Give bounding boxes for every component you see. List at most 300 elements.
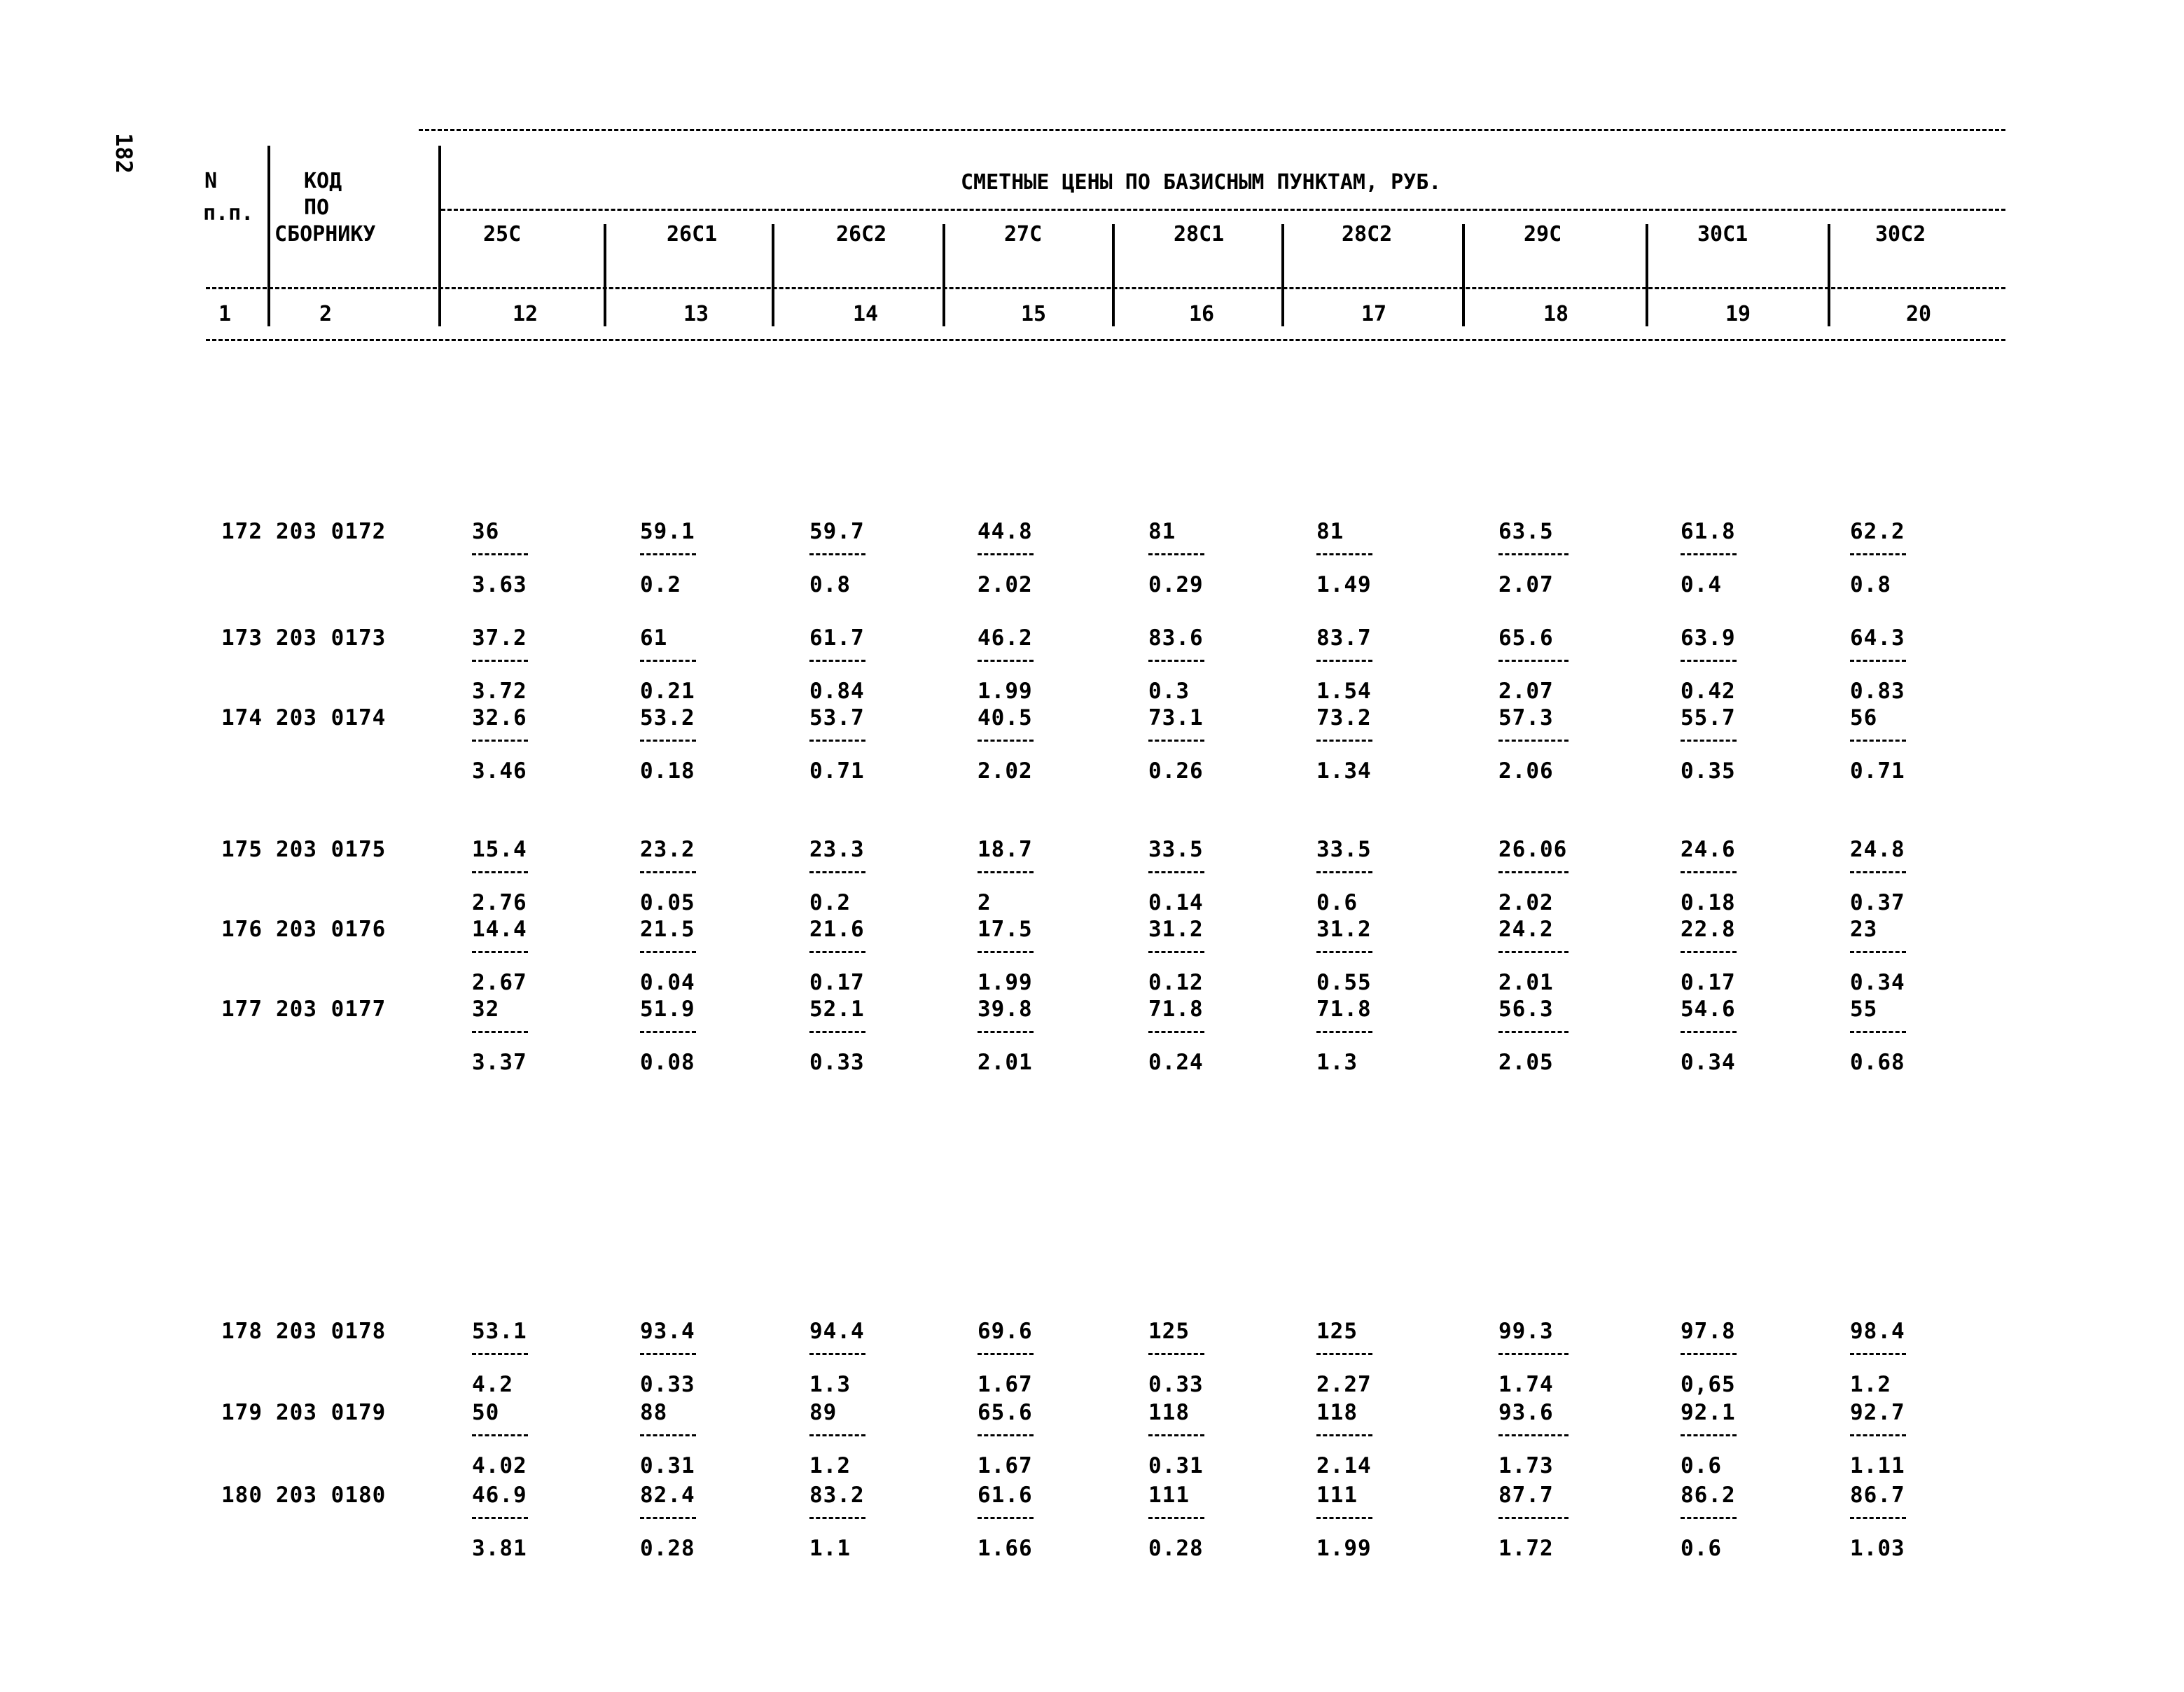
price-value-top: 111 <box>1148 1483 1190 1508</box>
header-code-label-1: КОД <box>304 169 342 193</box>
price-value-bottom: 0.55 <box>1316 970 1372 995</box>
price-value-bottom: 1.2 <box>1850 1372 1891 1397</box>
price-value-bottom: 1.99 <box>978 970 1033 995</box>
fraction-bar <box>640 1353 696 1355</box>
fraction-bar <box>1850 1517 1906 1519</box>
price-value-top: 31.2 <box>1316 917 1372 942</box>
price-value-top: 56 <box>1850 705 1878 730</box>
fraction-bar <box>978 660 1034 662</box>
fraction-bar <box>640 1517 696 1519</box>
price-value-bottom: 0.4 <box>1681 572 1722 597</box>
price-value-top: 88 <box>640 1400 668 1425</box>
price-value-bottom: 2.27 <box>1316 1372 1372 1397</box>
row-number: 175 <box>221 837 263 862</box>
fraction-bar <box>472 1031 528 1033</box>
sep-n-code <box>267 146 270 326</box>
row-code: 203 0173 <box>276 625 387 651</box>
price-value-top: 52.1 <box>809 997 865 1022</box>
price-value-top: 51.9 <box>640 997 695 1022</box>
fraction-bar <box>1498 553 1569 555</box>
price-value-bottom: 4.2 <box>472 1372 513 1397</box>
price-value-bottom: 1.03 <box>1850 1536 1905 1561</box>
price-value-bottom: 2.07 <box>1498 679 1554 704</box>
price-value-top: 24.6 <box>1681 837 1736 862</box>
price-value-top: 61.6 <box>978 1483 1033 1508</box>
sep-subcol-3 <box>943 224 945 326</box>
fraction-bar <box>1681 1353 1737 1355</box>
price-value-top: 59.7 <box>809 519 865 544</box>
price-value-top: 118 <box>1148 1400 1190 1425</box>
fraction-bar <box>472 660 528 662</box>
price-value-bottom: 0.68 <box>1850 1050 1905 1075</box>
fraction-bar <box>1681 660 1737 662</box>
price-value-bottom: 2.07 <box>1498 572 1554 597</box>
fraction-bar <box>1148 660 1204 662</box>
price-value-top: 17.5 <box>978 917 1033 942</box>
sep-subcol-8 <box>1828 224 1830 326</box>
price-value-top: 57.3 <box>1498 705 1554 730</box>
fraction-bar <box>640 951 696 953</box>
price-value-top: 63.9 <box>1681 625 1736 651</box>
page-number: 182 <box>111 133 137 174</box>
header-colnum-5: 14 <box>853 302 879 326</box>
price-value-bottom: 1.73 <box>1498 1453 1554 1478</box>
price-value-top: 14.4 <box>472 917 527 942</box>
header-top-rule <box>419 129 2005 131</box>
fraction-bar <box>1316 740 1372 742</box>
price-value-bottom: 1.2 <box>809 1453 851 1478</box>
fraction-bar <box>1681 740 1737 742</box>
fraction-bar <box>809 871 865 873</box>
fraction-bar <box>1148 740 1204 742</box>
row-number: 176 <box>221 917 263 942</box>
price-value-top: 32 <box>472 997 500 1022</box>
row-number: 178 <box>221 1319 263 1344</box>
row-number: 180 <box>221 1483 263 1508</box>
price-value-top: 87.7 <box>1498 1483 1554 1508</box>
price-value-top: 94.4 <box>809 1319 865 1344</box>
price-value-top: 23.3 <box>809 837 865 862</box>
price-value-top: 97.8 <box>1681 1319 1736 1344</box>
price-value-bottom: 0.29 <box>1148 572 1204 597</box>
price-value-bottom: 1.72 <box>1498 1536 1554 1561</box>
price-value-bottom: 0.18 <box>640 758 695 784</box>
price-value-top: 40.5 <box>978 705 1033 730</box>
fraction-bar <box>640 553 696 555</box>
price-value-bottom: 2.05 <box>1498 1050 1554 1075</box>
price-value-top: 56.3 <box>1498 997 1554 1022</box>
fraction-bar <box>640 740 696 742</box>
price-value-bottom: 1.99 <box>978 679 1033 704</box>
price-value-bottom: 1.3 <box>1316 1050 1358 1075</box>
sep-subcol-4 <box>1112 224 1115 326</box>
sep-subcol-7 <box>1646 224 1648 326</box>
price-value-bottom: 0.18 <box>1681 890 1736 915</box>
fraction-bar <box>809 1353 865 1355</box>
row-code: 203 0176 <box>276 917 387 942</box>
row-number: 174 <box>221 705 263 730</box>
fraction-bar <box>978 1031 1034 1033</box>
price-value-bottom: 0.3 <box>1148 679 1190 704</box>
header-colnum-2: 2 <box>319 302 333 326</box>
price-value-top: 53.7 <box>809 705 865 730</box>
price-value-top: 37.2 <box>472 625 527 651</box>
fraction-bar <box>472 1353 528 1355</box>
price-value-bottom: 0.37 <box>1850 890 1905 915</box>
price-value-bottom: 0.6 <box>1681 1536 1722 1561</box>
fraction-bar <box>1681 1517 1737 1519</box>
header-subcol-7: 29С <box>1524 222 1562 247</box>
price-value-bottom: 1.74 <box>1498 1372 1554 1397</box>
fraction-bar <box>809 951 865 953</box>
fraction-bar <box>472 740 528 742</box>
price-value-bottom: 4.02 <box>472 1453 527 1478</box>
price-value-bottom: 1.99 <box>1316 1536 1372 1561</box>
price-value-bottom: 0.2 <box>809 890 851 915</box>
sep-subcol-2 <box>772 224 774 326</box>
price-value-top: 89 <box>809 1400 837 1425</box>
price-value-top: 111 <box>1316 1483 1358 1508</box>
fraction-bar <box>1316 660 1372 662</box>
price-value-bottom: 2.01 <box>978 1050 1033 1075</box>
header-code-label-3: СБОРНИКУ <box>274 222 376 247</box>
fraction-bar <box>1850 951 1906 953</box>
row-number: 172 <box>221 519 263 544</box>
header-group-title: СМЕТНЫЕ ЦЕНЫ ПО БАЗИСНЫМ ПУНКТАМ, РУБ. <box>961 170 1442 195</box>
fraction-bar <box>1850 660 1906 662</box>
sep-subcol-6 <box>1462 224 1465 326</box>
fraction-bar <box>809 1517 865 1519</box>
price-value-bottom: 0.6 <box>1316 890 1358 915</box>
price-value-top: 46.9 <box>472 1483 527 1508</box>
header-subcol-rule <box>206 287 2005 289</box>
fraction-bar <box>978 553 1034 555</box>
price-value-bottom: 0.14 <box>1148 890 1204 915</box>
price-value-top: 98.4 <box>1850 1319 1905 1344</box>
price-value-bottom: 3.72 <box>472 679 527 704</box>
fraction-bar <box>1148 1434 1204 1436</box>
price-value-top: 63.5 <box>1498 519 1554 544</box>
fraction-bar <box>978 1434 1034 1436</box>
price-value-bottom: 3.37 <box>472 1050 527 1075</box>
fraction-bar <box>640 1031 696 1033</box>
price-value-top: 93.4 <box>640 1319 695 1344</box>
fraction-bar <box>472 553 528 555</box>
fraction-bar <box>1498 740 1569 742</box>
fraction-bar <box>809 1434 865 1436</box>
price-value-top: 54.6 <box>1681 997 1736 1022</box>
fraction-bar <box>1498 951 1569 953</box>
fraction-bar <box>1498 1353 1569 1355</box>
fraction-bar <box>1316 1031 1372 1033</box>
header-subcol-2: 26С1 <box>667 222 718 247</box>
price-value-top: 53.2 <box>640 705 695 730</box>
fraction-bar <box>1148 1353 1204 1355</box>
fraction-bar <box>978 1353 1034 1355</box>
price-value-top: 21.6 <box>809 917 865 942</box>
price-value-bottom: 2.67 <box>472 970 527 995</box>
row-number: 179 <box>221 1400 263 1425</box>
fraction-bar <box>1498 871 1569 873</box>
row-code: 203 0174 <box>276 705 387 730</box>
price-value-bottom: 0.33 <box>809 1050 865 1075</box>
fraction-bar <box>1850 1031 1906 1033</box>
price-value-top: 118 <box>1316 1400 1358 1425</box>
fraction-bar <box>978 871 1034 873</box>
price-value-top: 69.6 <box>978 1319 1033 1344</box>
fraction-bar <box>1681 871 1737 873</box>
price-value-top: 125 <box>1316 1319 1358 1344</box>
row-code: 203 0178 <box>276 1319 387 1344</box>
header-colnum-4: 13 <box>683 302 709 326</box>
price-value-top: 44.8 <box>978 519 1033 544</box>
fraction-bar <box>1681 1434 1737 1436</box>
price-value-bottom: 0,65 <box>1681 1372 1736 1397</box>
fraction-bar <box>1498 1434 1569 1436</box>
price-value-bottom: 3.81 <box>472 1536 527 1561</box>
row-code: 203 0172 <box>276 519 387 544</box>
price-value-top: 65.6 <box>1498 625 1554 651</box>
price-value-bottom: 0.08 <box>640 1050 695 1075</box>
price-value-bottom: 3.46 <box>472 758 527 784</box>
price-value-top: 81 <box>1316 519 1344 544</box>
price-value-bottom: 0.35 <box>1681 758 1736 784</box>
price-value-top: 53.1 <box>472 1319 527 1344</box>
price-value-top: 23.2 <box>640 837 695 862</box>
header-pp-label: п.п. <box>203 201 254 226</box>
price-value-top: 55 <box>1850 997 1878 1022</box>
fraction-bar <box>1498 1517 1569 1519</box>
price-value-top: 92.1 <box>1681 1400 1736 1425</box>
price-value-top: 73.2 <box>1316 705 1372 730</box>
price-value-top: 61 <box>640 625 668 651</box>
header-code-label-2: ПО <box>304 195 330 220</box>
sep-subcol-1 <box>604 224 606 326</box>
fraction-bar <box>1148 871 1204 873</box>
price-value-bottom: 0.21 <box>640 679 695 704</box>
price-value-top: 26.06 <box>1498 837 1568 862</box>
fraction-bar <box>978 740 1034 742</box>
price-value-top: 83.2 <box>809 1483 865 1508</box>
price-value-bottom: 1.1 <box>809 1536 851 1561</box>
header-colnum-3: 12 <box>513 302 538 326</box>
price-value-bottom: 0.31 <box>640 1453 695 1478</box>
fraction-bar <box>472 1434 528 1436</box>
price-value-top: 83.6 <box>1148 625 1204 651</box>
price-value-bottom: 0.8 <box>809 572 851 597</box>
header-subcol-1: 25С <box>483 222 522 247</box>
price-value-top: 86.7 <box>1850 1483 1905 1508</box>
price-value-top: 55.7 <box>1681 705 1736 730</box>
fraction-bar <box>1681 951 1737 953</box>
price-value-bottom: 0.33 <box>1148 1372 1204 1397</box>
row-code: 203 0175 <box>276 837 387 862</box>
price-value-top: 99.3 <box>1498 1319 1554 1344</box>
price-value-bottom: 0.17 <box>1681 970 1736 995</box>
fraction-bar <box>472 951 528 953</box>
fraction-bar <box>1148 1031 1204 1033</box>
price-value-bottom: 0.34 <box>1850 970 1905 995</box>
price-value-top: 62.2 <box>1850 519 1905 544</box>
fraction-bar <box>978 1517 1034 1519</box>
price-value-bottom: 2.02 <box>1498 890 1554 915</box>
fraction-bar <box>1316 871 1372 873</box>
fraction-bar <box>472 1517 528 1519</box>
price-value-bottom: 0.05 <box>640 890 695 915</box>
header-subcol-5: 28С1 <box>1174 222 1225 247</box>
price-value-bottom: 2.14 <box>1316 1453 1372 1478</box>
fraction-bar <box>1850 553 1906 555</box>
price-value-top: 23 <box>1850 917 1878 942</box>
fraction-bar <box>640 660 696 662</box>
fraction-bar <box>1148 951 1204 953</box>
price-value-bottom: 1.67 <box>978 1372 1033 1397</box>
price-value-top: 65.6 <box>978 1400 1033 1425</box>
price-value-bottom: 2.02 <box>978 572 1033 597</box>
price-value-top: 46.2 <box>978 625 1033 651</box>
price-value-bottom: 2.06 <box>1498 758 1554 784</box>
price-value-top: 36 <box>472 519 500 544</box>
row-code: 203 0180 <box>276 1483 387 1508</box>
price-value-top: 71.8 <box>1148 997 1204 1022</box>
fraction-bar <box>1498 1031 1569 1033</box>
header-subcol-4: 27С <box>1004 222 1043 247</box>
fraction-bar <box>1316 1353 1372 1355</box>
sep-code-values <box>438 146 441 326</box>
header-colnum-10: 19 <box>1725 302 1751 326</box>
price-value-top: 24.8 <box>1850 837 1905 862</box>
header-colnum-8: 17 <box>1361 302 1387 326</box>
fraction-bar <box>809 1031 865 1033</box>
header-group-rule <box>441 209 2005 211</box>
header-n-label: N <box>204 169 218 193</box>
price-value-bottom: 1.11 <box>1850 1453 1905 1478</box>
header-subcol-9: 30С2 <box>1875 222 1926 247</box>
price-value-top: 59.1 <box>640 519 695 544</box>
price-value-bottom: 0.71 <box>1850 758 1905 784</box>
price-value-bottom: 0.42 <box>1681 679 1736 704</box>
row-code: 203 0177 <box>276 997 387 1022</box>
fraction-bar <box>978 951 1034 953</box>
price-value-top: 18.7 <box>978 837 1033 862</box>
price-value-bottom: 0.84 <box>809 679 865 704</box>
fraction-bar <box>1316 1517 1372 1519</box>
fraction-bar <box>1681 553 1737 555</box>
header-subcol-8: 30С1 <box>1697 222 1748 247</box>
fraction-bar <box>1850 1353 1906 1355</box>
price-value-bottom: 0.26 <box>1148 758 1204 784</box>
fraction-bar <box>1681 1031 1737 1033</box>
price-value-bottom: 1.67 <box>978 1453 1033 1478</box>
price-value-bottom: 3.63 <box>472 572 527 597</box>
price-value-bottom: 0.83 <box>1850 679 1905 704</box>
price-value-bottom: 1.3 <box>809 1372 851 1397</box>
price-value-top: 21.5 <box>640 917 695 942</box>
price-value-top: 33.5 <box>1148 837 1204 862</box>
price-value-top: 92.7 <box>1850 1400 1905 1425</box>
price-value-top: 73.1 <box>1148 705 1204 730</box>
price-value-bottom: 0.6 <box>1681 1453 1722 1478</box>
price-value-top: 31.2 <box>1148 917 1204 942</box>
price-value-top: 86.2 <box>1681 1483 1736 1508</box>
price-value-top: 15.4 <box>472 837 527 862</box>
price-value-bottom: 1.54 <box>1316 679 1372 704</box>
header-colnum-11: 20 <box>1906 302 1932 326</box>
price-value-bottom: 0.12 <box>1148 970 1204 995</box>
price-value-bottom: 0.24 <box>1148 1050 1204 1075</box>
header-colnum-9: 18 <box>1543 302 1569 326</box>
price-value-bottom: 2.01 <box>1498 970 1554 995</box>
price-value-bottom: 2 <box>978 890 992 915</box>
price-value-bottom: 0.31 <box>1148 1453 1204 1478</box>
header-subcol-3: 26С2 <box>836 222 887 247</box>
fraction-bar <box>640 871 696 873</box>
price-value-top: 61.7 <box>809 625 865 651</box>
price-value-bottom: 0.28 <box>640 1536 695 1561</box>
price-value-bottom: 0.71 <box>809 758 865 784</box>
fraction-bar <box>809 553 865 555</box>
price-value-bottom: 2.76 <box>472 890 527 915</box>
price-value-top: 82.4 <box>640 1483 695 1508</box>
fraction-bar <box>1850 871 1906 873</box>
row-code: 203 0179 <box>276 1400 387 1425</box>
fraction-bar <box>1316 951 1372 953</box>
header-colnum-6: 15 <box>1021 302 1047 326</box>
sep-subcol-5 <box>1281 224 1284 326</box>
header-bottom-rule <box>206 339 2005 341</box>
header-subcol-6: 28С2 <box>1342 222 1393 247</box>
fraction-bar <box>1498 660 1569 662</box>
fraction-bar <box>472 871 528 873</box>
price-value-top: 39.8 <box>978 997 1033 1022</box>
price-value-top: 50 <box>472 1400 500 1425</box>
fraction-bar <box>1148 1517 1204 1519</box>
price-value-top: 81 <box>1148 519 1176 544</box>
row-number: 173 <box>221 625 263 651</box>
price-value-bottom: 0.04 <box>640 970 695 995</box>
fraction-bar <box>1148 553 1204 555</box>
price-value-top: 93.6 <box>1498 1400 1554 1425</box>
price-value-top: 83.7 <box>1316 625 1372 651</box>
header-colnum-7: 16 <box>1189 302 1215 326</box>
price-value-bottom: 0.17 <box>809 970 865 995</box>
price-value-top: 24.2 <box>1498 917 1554 942</box>
price-value-bottom: 1.49 <box>1316 572 1372 597</box>
fraction-bar <box>809 740 865 742</box>
header-colnum-1: 1 <box>218 302 232 326</box>
price-value-bottom: 0.33 <box>640 1372 695 1397</box>
price-value-top: 64.3 <box>1850 625 1905 651</box>
fraction-bar <box>640 1434 696 1436</box>
price-value-bottom: 1.34 <box>1316 758 1372 784</box>
fraction-bar <box>1850 1434 1906 1436</box>
price-value-top: 33.5 <box>1316 837 1372 862</box>
price-value-top: 125 <box>1148 1319 1190 1344</box>
fraction-bar <box>1316 553 1372 555</box>
price-value-bottom: 1.66 <box>978 1536 1033 1561</box>
price-value-bottom: 0.8 <box>1850 572 1891 597</box>
price-value-top: 32.6 <box>472 705 527 730</box>
price-value-bottom: 0.2 <box>640 572 681 597</box>
fraction-bar <box>809 660 865 662</box>
price-value-top: 22.8 <box>1681 917 1736 942</box>
price-value-top: 61.8 <box>1681 519 1736 544</box>
price-value-bottom: 2.02 <box>978 758 1033 784</box>
price-value-bottom: 0.28 <box>1148 1536 1204 1561</box>
fraction-bar <box>1316 1434 1372 1436</box>
price-value-top: 71.8 <box>1316 997 1372 1022</box>
fraction-bar <box>1850 740 1906 742</box>
